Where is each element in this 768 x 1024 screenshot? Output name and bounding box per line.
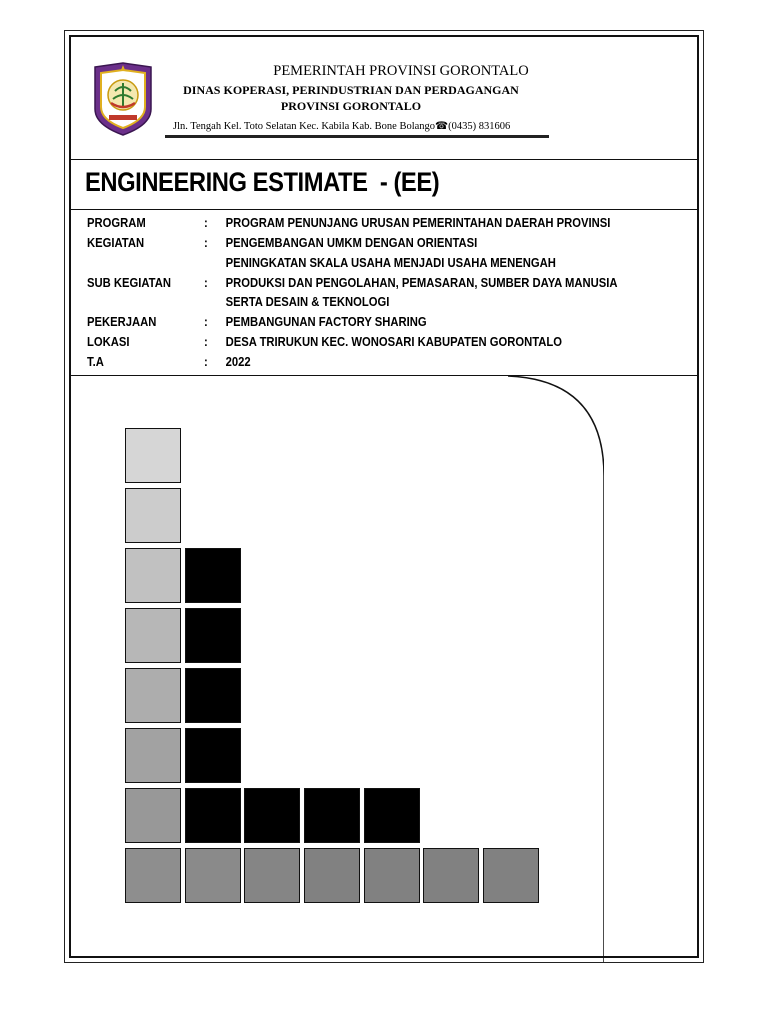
block-black [185,668,241,723]
info-value: SERTA DESAIN & TEKNOLOGI [225,295,390,309]
phone-number: (0435) 831606 [448,121,511,132]
block-black [185,788,241,843]
block-gray [244,848,300,903]
info-colon: : [204,276,208,290]
info-label: LOKASI [87,335,130,349]
info-sub-kegiatan [87,276,618,290]
block-gray [125,428,181,483]
info-lokasi [87,335,562,349]
info-value: 2022 [225,355,251,369]
letterhead-department: DINAS KOPERASI, PERINDUSTRIAN DAN PERDAGANGAN [183,83,519,97]
project-info [71,210,697,376]
title-section [71,159,697,210]
info-label: PROGRAM [87,216,146,230]
info-value: PEMBANGUNAN FACTORY SHARING [225,315,427,329]
block-gray [304,848,360,903]
letterhead-government: PEMERINTAH PROVINSI GORONTALO [273,63,529,79]
info-value: PROGRAM PENUNJANG URUSAN PEMERINTAHAN DAERAH PROVINSI [225,216,611,230]
province-emblem-icon [91,61,155,137]
block-gray [423,848,479,903]
info-program [87,216,610,230]
block-gray [125,488,181,543]
info-colon: : [204,335,208,349]
info-colon: : [204,236,208,250]
block-black [185,608,241,663]
info-label: SUB KEGIATAN [87,276,171,290]
block-black [185,548,241,603]
info-sub-kegiatan-cont [87,295,389,309]
info-ta [87,355,251,369]
block-gray [125,548,181,603]
info-value: PENGEMBANGAN UMKM DENGAN ORIENTASI [225,236,478,250]
block-black [185,728,241,783]
block-black [304,788,360,843]
address-text: Jln. Tengah Kel. Toto Selatan Kec. Kabila Kab. Bone Bolango [173,121,436,132]
block-gray [125,728,181,783]
info-value: DESA TRIRUKUN KEC. WONOSARI KABUPATEN GORONTALO [225,335,563,349]
block-black [364,788,420,843]
info-label: T.A [87,355,104,369]
block-gray [125,788,181,843]
letterhead-province: PROVINSI GORONTALO [280,99,422,113]
info-colon: : [204,216,208,230]
info-colon: : [204,355,208,369]
block-gray [125,668,181,723]
block-gray [125,608,181,663]
block-gray [125,848,181,903]
letterhead-address [173,120,510,132]
info-colon: : [204,315,208,329]
letterhead-rule [165,135,549,138]
info-pekerjaan [87,315,427,329]
letterhead [71,37,697,160]
info-label: PEKERJAAN [87,315,157,329]
info-kegiatan-cont [87,256,556,270]
info-value: PRODUKSI DAN PENGOLAHAN, PEMASARAN, SUMBER DAYA MANUSIA [225,276,618,290]
block-gray [364,848,420,903]
block-black [244,788,300,843]
info-value: PENINGKATAN SKALA USAHA MENJADI USAHA MENENGAH [225,256,556,270]
block-gray [483,848,539,903]
document-title: ENGINEERING ESTIMATE - (EE) [85,167,440,197]
info-kegiatan [87,236,477,250]
info-label: KEGIATAN [87,236,145,250]
phone-icon: ☎ [435,121,449,132]
block-gray [185,848,241,903]
